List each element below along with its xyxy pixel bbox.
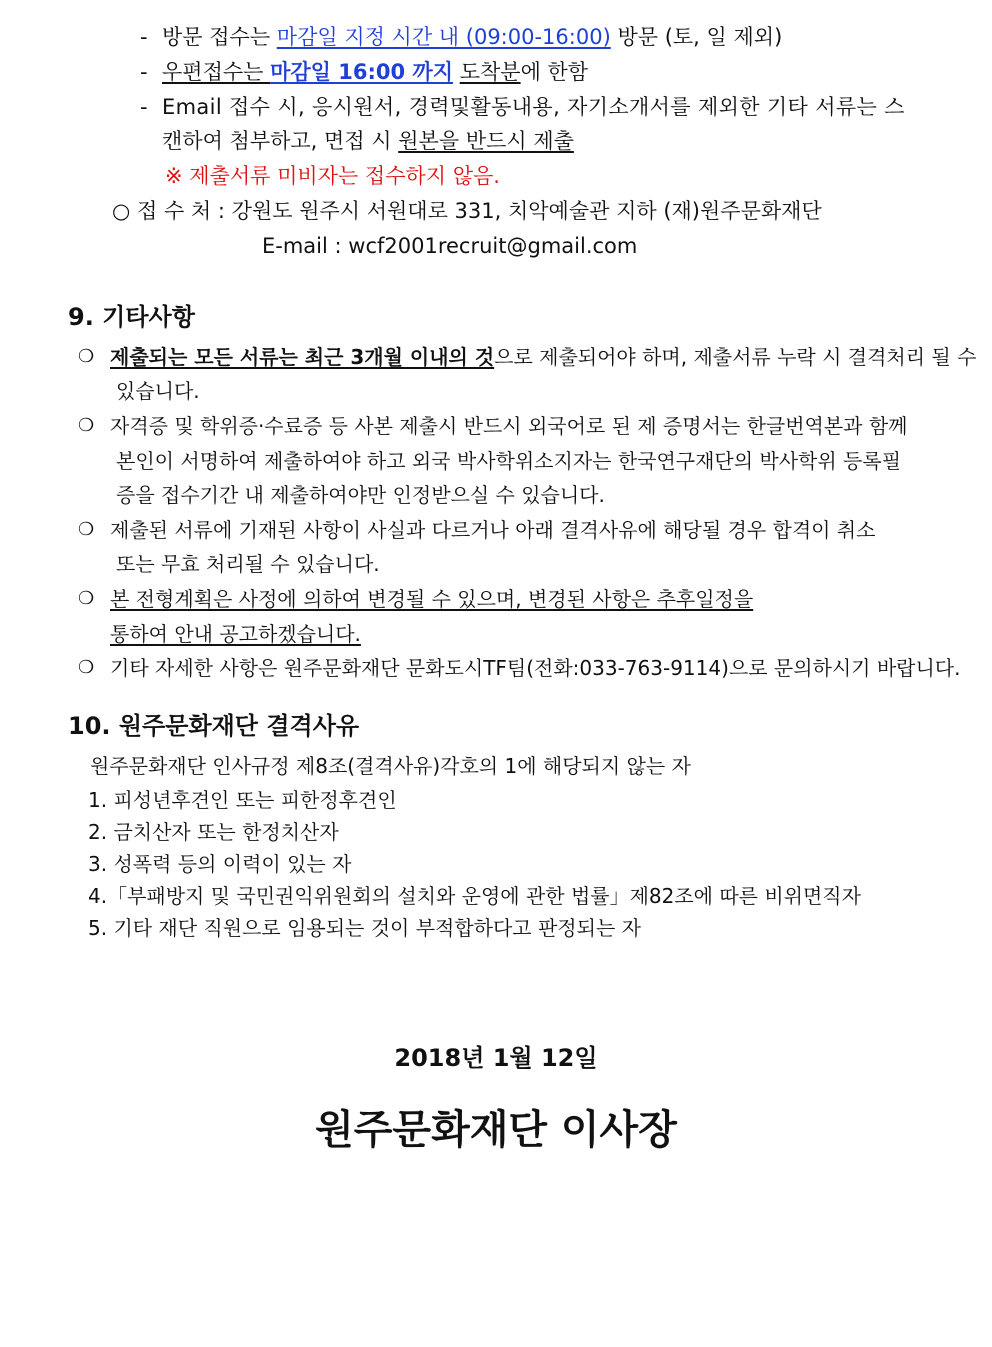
- recent-documents-highlight: 제출되는 모든 서류는 최근 3개월 이내의 것: [110, 345, 495, 369]
- original-required: 원본을 반드시 제출: [398, 129, 574, 153]
- disqualification-item-3: 3. 성폭력 등의 이력이 있는 자: [88, 852, 352, 876]
- notice-item-2-line3: 증을 접수기간 내 제출하여야만 인정받으실 수 있습니다.: [116, 483, 605, 507]
- disqualification-item-4: 4.「부패방지 및 국민권익위원회의 설치와 운영에 관한 법률」제82조에 따른 비위면직자: [88, 884, 861, 908]
- post-submission-line: [162, 57, 588, 87]
- notice-item-4-line2: 통하여 안내 공고하겠습니다.: [110, 622, 361, 646]
- notice-item-1-rest: 으로 제출되어야 하며, 제출서류 누락 시 결격처리 될 수: [494, 345, 977, 369]
- section-9-title: 9. 기타사항: [68, 303, 195, 331]
- post-prefix: 우편접수는: [162, 60, 271, 84]
- notice-item-5: 기타 자세한 사항은 원주문화재단 문화도시TF팀(전화:033-763-9114)으로 문의하시기 바랍니다.: [110, 656, 961, 680]
- bullet-icon: ❍: [78, 657, 95, 678]
- visit-deadline-highlight: 마감일 지정 시간 내 (09:00-16:00): [276, 25, 611, 49]
- email-line2-prefix: 캔하여 첨부하고, 면접 시: [162, 129, 399, 153]
- post-deadline-highlight: 마감일 16:00 까지: [270, 60, 454, 84]
- notice-item-3-line1: 제출된 서류에 기재된 사항이 사실과 다르거나 아래 결격사유에 해당될 경우 합격이 취소: [110, 518, 876, 542]
- bullet-icon: ❍: [78, 415, 95, 436]
- visit-submission-line: [162, 22, 782, 52]
- notice-item-3-line2: 또는 무효 처리될 수 있습니다.: [116, 552, 380, 576]
- disqualification-intro: 원주문화재단 인사규정 제8조(결격사유)각호의 1에 해당되지 않는 자: [90, 754, 691, 778]
- address-label: ○ 접 수 처 :: [112, 199, 225, 223]
- list-dash: -: [140, 95, 148, 119]
- post-suffix: 에 한함: [520, 60, 589, 84]
- announcement-date: 2018년 1월 12일: [394, 1044, 598, 1072]
- notice-item-1-line2: 있습니다.: [116, 379, 200, 403]
- post-arrival: 도착분: [459, 60, 521, 84]
- disqualification-item-1: 1. 피성년후견인 또는 피한정후견인: [88, 788, 397, 812]
- section-10-title: 10. 원주문화재단 결격사유: [68, 712, 360, 740]
- address-value: 강원도 원주시 서원대로 331, 치악예술관 지하 (재)원주문화재단: [231, 199, 822, 223]
- email-label: E-mail :: [262, 234, 342, 258]
- email-submission-line2: [162, 126, 574, 156]
- notice-item-2-line2: 본인이 서명하여 제출하여야 하고 외국 박사학위소지자는 한국연구재단의 박사학위 등록필: [116, 449, 902, 473]
- email-address: wcf2001recruit@gmail.com: [348, 234, 638, 258]
- disqualification-item-5: 5. 기타 재단 직원으로 임용되는 것이 부적합하다고 판정되는 자: [88, 916, 641, 940]
- notice-item-1-line1: [110, 342, 976, 372]
- incomplete-warning: ※ 제출서류 미비자는 접수하지 않음.: [165, 164, 500, 188]
- disqualification-item-2: 2. 금치산자 또는 한정치산자: [88, 820, 339, 844]
- list-dash: -: [140, 60, 148, 84]
- address-line: [112, 196, 822, 226]
- bullet-icon: ❍: [78, 346, 95, 367]
- email-submission-line1: Email 접수 시, 응시원서, 경력및활동내용, 자기소개서를 제외한 기타 서류는 스: [162, 95, 905, 119]
- list-dash: -: [140, 25, 148, 49]
- visit-suffix: 방문 (토, 일 제외): [610, 25, 783, 49]
- visit-prefix: 방문 접수는: [162, 25, 277, 49]
- notice-item-4-line1: 본 전형계획은 사정에 의하여 변경될 수 있으며, 변경된 사항은 추후일정을: [110, 587, 754, 611]
- issuer-title: 원주문화재단 이사장: [315, 1107, 677, 1153]
- bullet-icon: ❍: [78, 519, 95, 540]
- email-line: [262, 231, 637, 261]
- bullet-icon: ❍: [78, 588, 95, 609]
- notice-item-2-line1: 자격증 및 학위증·수료증 등 사본 제출시 반드시 외국어로 된 제 증명서는 한글번역본과 함께: [110, 414, 908, 438]
